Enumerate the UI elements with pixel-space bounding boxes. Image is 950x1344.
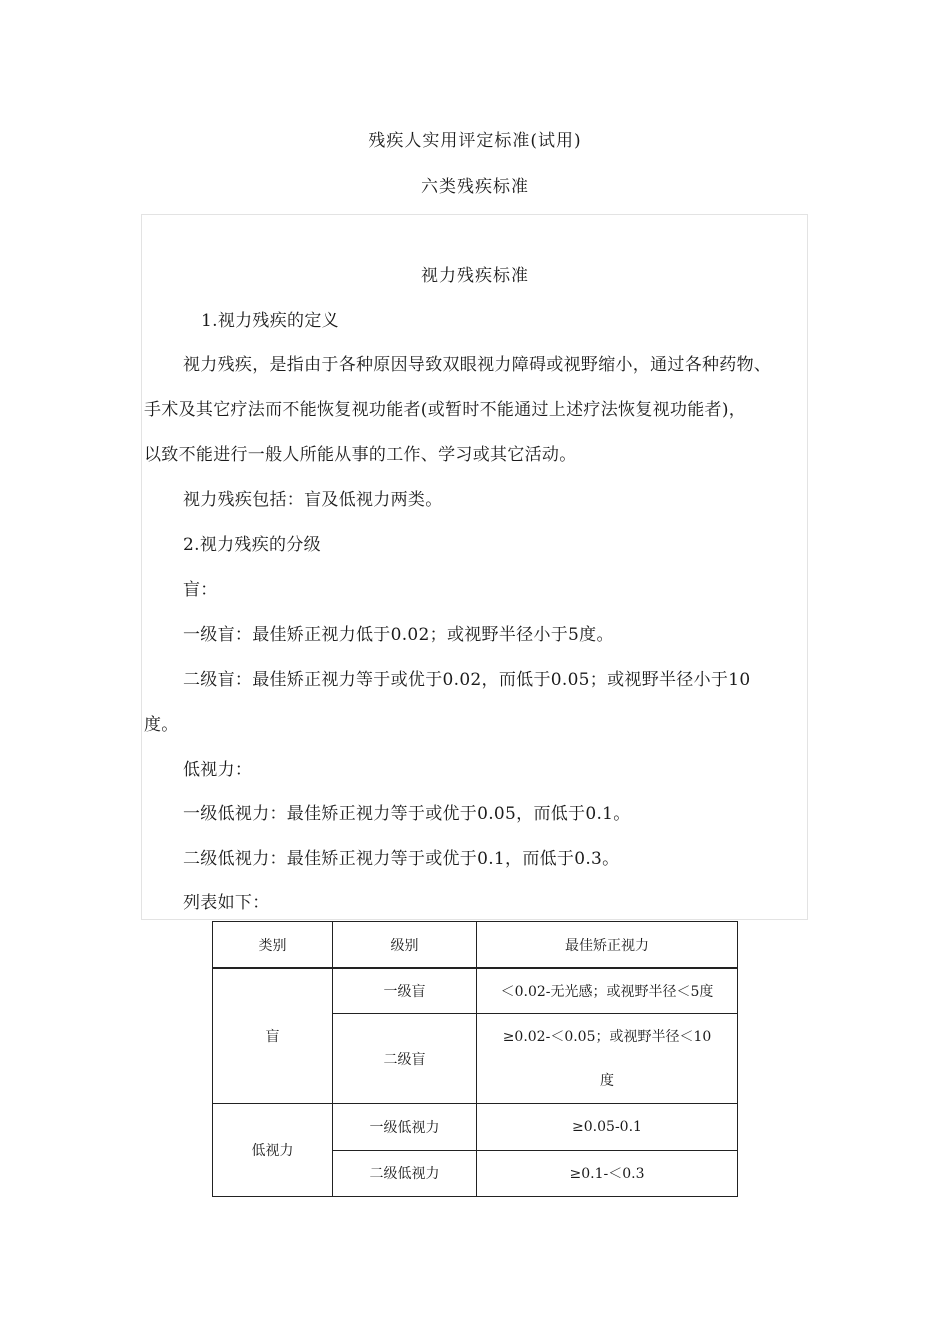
header-best-corrected-vision: 最佳矫正视力: [477, 922, 738, 969]
level-blind-2: 二级盲: [333, 1013, 477, 1104]
definition-line-3: 以致不能进行一般人所能从事的工作、学习或其它活动。: [144, 445, 577, 465]
includes-text: 视力残疾包括：盲及低视力两类。: [183, 490, 443, 510]
blind-grade-1: 一级盲：最佳矫正视力低于0.02；或视野半径小于5度。: [183, 625, 614, 645]
header-category: 类别: [213, 922, 333, 969]
table-header-row: [213, 922, 738, 969]
header-level: 级别: [333, 922, 477, 969]
value-blind-1: ＜0.02-无光感；或视野半径＜5度: [477, 968, 738, 1013]
value-blind-2-line-1: ≥0.02-＜0.05；或视野半径＜10: [502, 1028, 712, 1045]
blind-grade-2-line-2: 度。: [144, 715, 179, 735]
section-title: 视力残疾标准: [421, 266, 529, 286]
level-blind-1: 一级盲: [333, 968, 477, 1013]
definition-line-2: 手术及其它疗法而不能恢复视功能者(或暂时不能通过上述疗法恢复视功能者)，: [144, 400, 747, 420]
value-blind-2-line-2: 度: [600, 1072, 614, 1089]
table-row: [213, 968, 738, 1013]
heading-grading: 2.视力残疾的分级: [183, 535, 321, 555]
definition-line-1-text: 视力残疾，是指由于各种原因导致双眼视力障碍或视野缩小，通过各种药物、: [183, 355, 772, 375]
low-vision-grade-1: 一级低视力：最佳矫正视力等于或优于0.05，而低于0.1。: [183, 804, 631, 824]
level-low-vision-1: 一级低视力: [333, 1104, 477, 1150]
low-vision-heading: 低视力：: [183, 760, 253, 780]
level-low-vision-2: 二级低视力: [333, 1150, 477, 1196]
table-row: [213, 1104, 738, 1150]
category-blind: 盲: [213, 968, 333, 1104]
value-low-vision-1: ≥0.05-0.1: [477, 1104, 738, 1150]
value-low-vision-2: ≥0.1-＜0.3: [477, 1150, 738, 1196]
category-low-vision: 低视力: [213, 1104, 333, 1197]
document-subtitle: 六类残疾标准: [421, 177, 529, 197]
low-vision-grade-2: 二级低视力：最佳矫正视力等于或优于0.1，而低于0.3。: [183, 849, 620, 869]
blind-heading: 盲：: [183, 580, 218, 600]
value-blind-2: [477, 1013, 738, 1104]
blind-grade-2-line-1: 二级盲：最佳矫正视力等于或优于0.02，而低于0.05；或视野半径小于10: [183, 670, 751, 690]
document-title: 残疾人实用评定标准(试用): [368, 131, 582, 151]
list-intro: 列表如下：: [183, 893, 270, 913]
vision-grading-table: [212, 921, 738, 1197]
definition-line-1: [183, 350, 809, 375]
heading-definition: 1.视力残疾的定义: [201, 311, 339, 331]
